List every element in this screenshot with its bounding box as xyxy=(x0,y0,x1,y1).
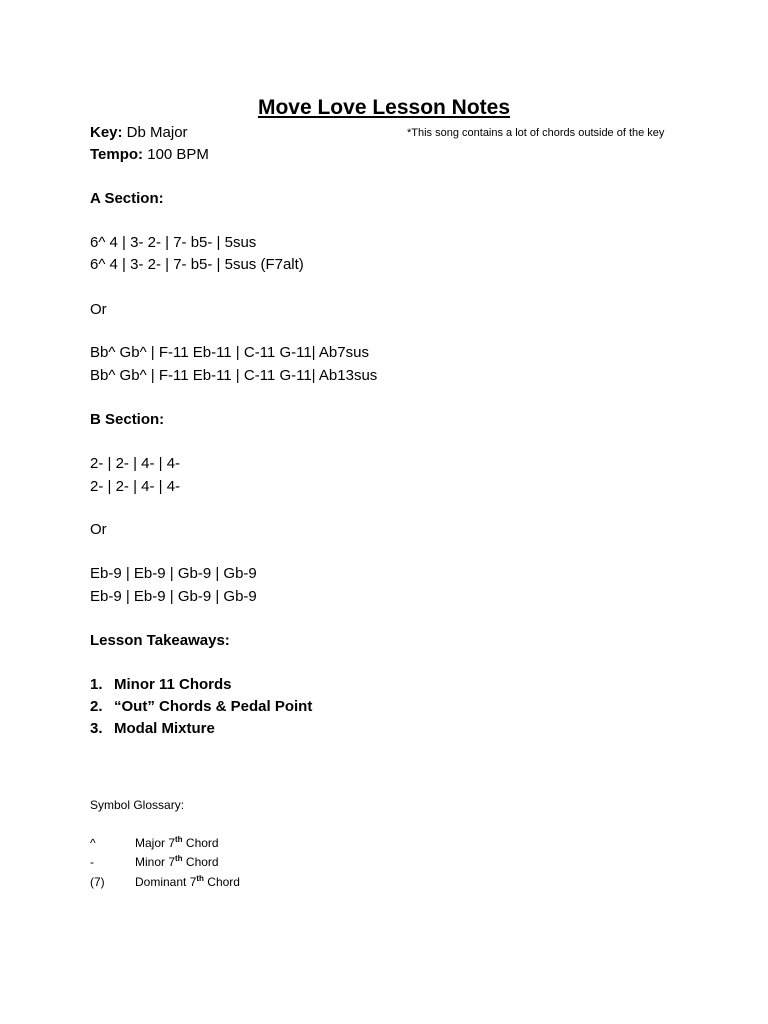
a-section-or: Or xyxy=(90,301,107,318)
glossary-item xyxy=(90,855,390,871)
takeaways-heading: Lesson Takeaways: xyxy=(90,632,230,649)
b-section-line-1: 2- | 2- | 4- | 4- xyxy=(90,455,181,472)
key-value: Db Major xyxy=(122,124,188,141)
takeaway-item xyxy=(90,698,312,715)
b-section-alt-line-1: Eb-9 | Eb-9 | Gb-9 | Gb-9 xyxy=(90,565,257,582)
glossary-description: Dominant 7th Chord xyxy=(135,874,240,889)
tempo-value: 100 BPM xyxy=(143,146,209,163)
tempo-line xyxy=(90,146,209,163)
glossary-symbol: (7) xyxy=(90,875,105,889)
b-section-or: Or xyxy=(90,521,107,538)
b-section-line-2: 2- | 2- | 4- | 4- xyxy=(90,478,181,495)
glossary-symbol: ^ xyxy=(90,836,96,850)
takeaway-number: 2. xyxy=(90,698,103,715)
key-line xyxy=(90,124,188,141)
takeaway-item xyxy=(90,720,215,737)
glossary-description: Minor 7th Chord xyxy=(135,854,219,869)
takeaway-item xyxy=(90,676,232,693)
a-section-line-1: 6^ 4 | 3- 2- | 7- b5- | 5sus xyxy=(90,234,257,251)
glossary-symbol: - xyxy=(90,855,94,869)
key-note: *This song contains a lot of chords outside of the key xyxy=(407,127,665,139)
glossary-description: Major 7th Chord xyxy=(135,835,219,850)
glossary-item xyxy=(90,875,390,891)
a-section-alt-line-2: Bb^ Gb^ | F-11 Eb-11 | C-11 G-11| Ab13sus xyxy=(90,367,378,384)
tempo-label: Tempo: xyxy=(90,146,144,163)
glossary-item xyxy=(90,836,390,852)
page-title: Move Love Lesson Notes xyxy=(257,96,511,119)
takeaway-text: Minor 11 Chords xyxy=(114,676,232,693)
b-section-heading: B Section: xyxy=(90,411,165,428)
takeaway-text: “Out” Chords & Pedal Point xyxy=(114,698,313,715)
key-label: Key: xyxy=(90,124,123,141)
takeaway-text: Modal Mixture xyxy=(114,720,215,737)
takeaway-number: 3. xyxy=(90,720,103,737)
a-section-line-2: 6^ 4 | 3- 2- | 7- b5- | 5sus (F7alt) xyxy=(90,256,304,273)
takeaway-number: 1. xyxy=(90,676,103,693)
a-section-alt-line-1: Bb^ Gb^ | F-11 Eb-11 | C-11 G-11| Ab7sus xyxy=(90,344,369,361)
b-section-alt-line-2: Eb-9 | Eb-9 | Gb-9 | Gb-9 xyxy=(90,588,257,605)
glossary-heading: Symbol Glossary: xyxy=(90,798,185,812)
a-section-heading: A Section: xyxy=(90,190,164,207)
